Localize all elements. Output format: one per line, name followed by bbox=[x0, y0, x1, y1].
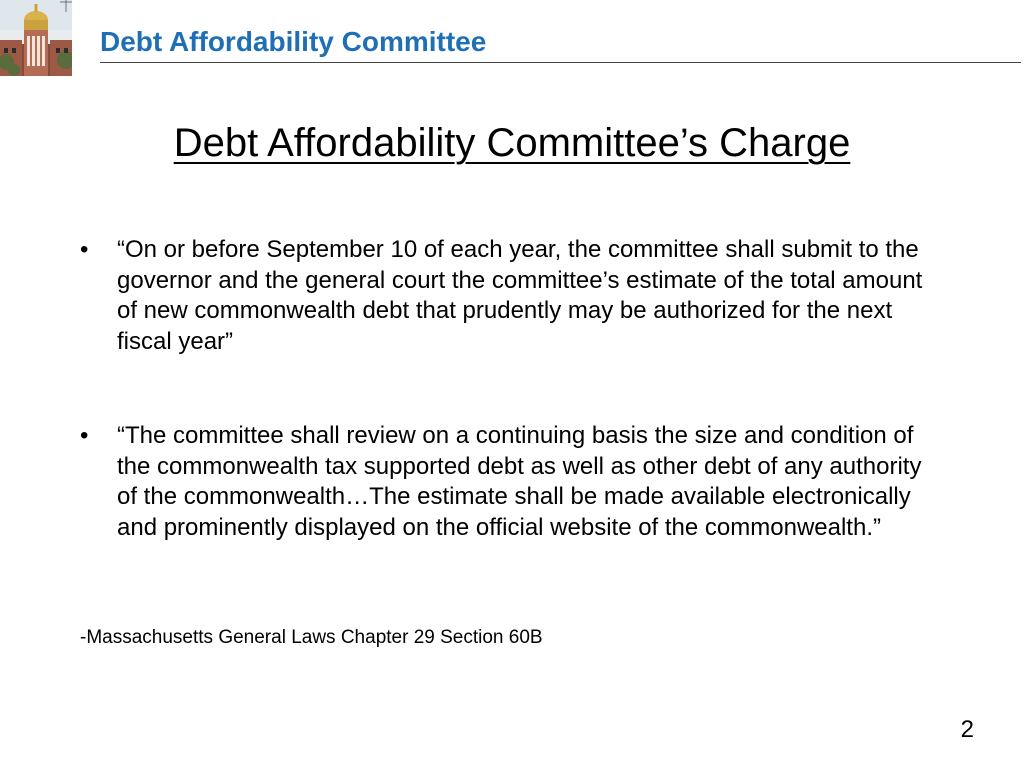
bullet-icon: • bbox=[80, 236, 89, 263]
bullet-text: “The committee shall review on a continuing basis the size and condition of the commonwealth tax supported debt as well as other debt of any authority of the commonwealth…The estimate shall be made available electronically and prominently displayed on the official website of the commonwealth.” bbox=[117, 422, 922, 541]
header-title: Debt Affordability Committee bbox=[100, 26, 487, 57]
header-divider bbox=[100, 62, 1021, 63]
page-number: 2 bbox=[960, 716, 974, 743]
state-house-icon bbox=[0, 0, 72, 76]
state-house-photo bbox=[0, 0, 72, 76]
bullet-icon: • bbox=[80, 422, 89, 449]
bullet-text: “On or before September 10 of each year, the committee shall submit to the governor and the general court the committee’s estimate of the total amount of new commonwealth debt that prudently may be authorized for the next fiscal year” bbox=[117, 236, 923, 355]
bullet-item bbox=[80, 421, 950, 581]
citation: -Massachusetts General Laws Chapter 29 Section 60B bbox=[80, 627, 543, 648]
bullet-item bbox=[80, 235, 950, 360]
slide-heading: Debt Affordability Committee’s Charge bbox=[173, 121, 851, 165]
